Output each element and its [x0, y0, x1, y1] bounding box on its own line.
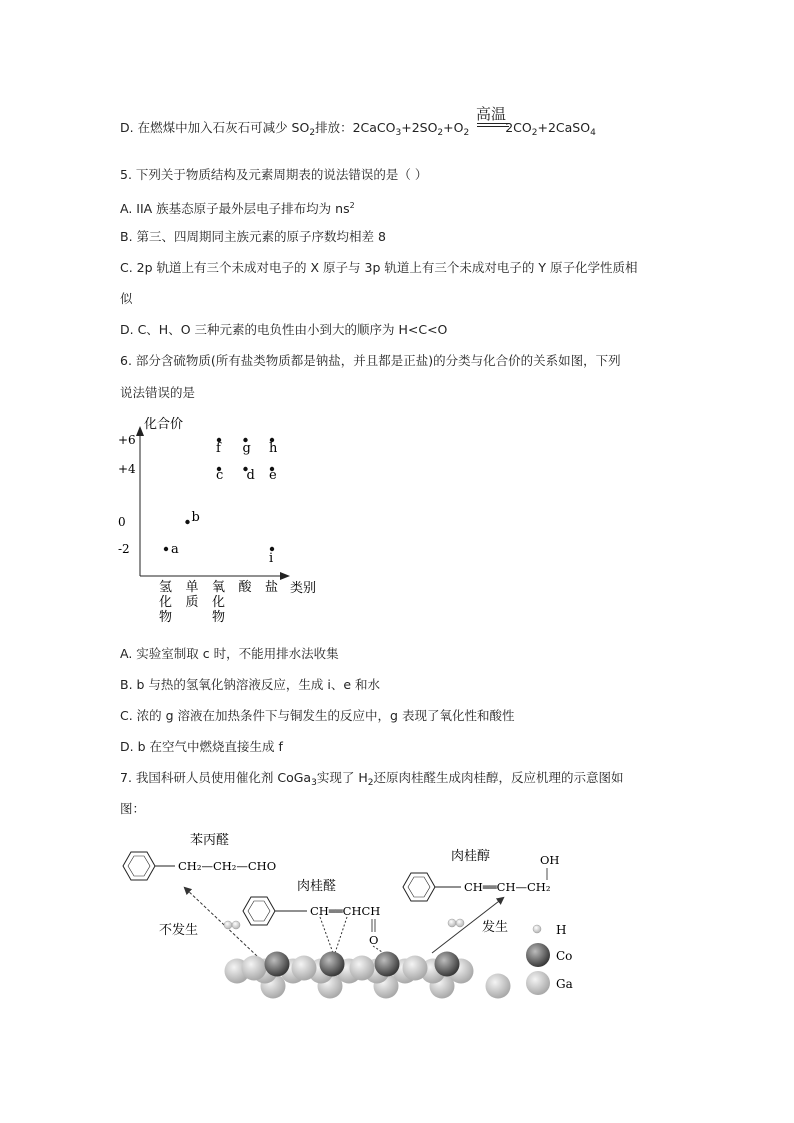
q4d-sub2b: 2: [463, 128, 470, 138]
q4d-sub3: 3: [395, 128, 402, 138]
y-tick-label: -2: [118, 542, 130, 556]
legend-ga-marker: [526, 971, 550, 995]
equals-line-top: [477, 123, 509, 124]
cinnamaldehyde-name: 肉桂醛: [297, 879, 337, 894]
point-label-b: b: [191, 510, 200, 525]
ga-atom: [403, 956, 428, 981]
x-category-label: 单: [185, 580, 199, 595]
q7-sub2: 2: [367, 778, 374, 788]
x-category-label: 物: [212, 610, 226, 625]
q5-stem: 5. 下列关于物质结构及元素周期表的说法错误的是（ ）: [120, 167, 428, 182]
q6-stem-line2: 说法错误的是: [120, 385, 196, 400]
catalyst-surface: [225, 952, 511, 999]
legend-co-marker: [526, 943, 550, 967]
valence-category-chart: [110, 410, 350, 630]
point-label-h: h: [269, 441, 278, 456]
q4-option-d: [120, 120, 596, 141]
benzenepropanal-chain: CH₂—CH₂—CHO: [178, 859, 277, 873]
point-label-e: e: [269, 468, 277, 483]
occur-label: 发生: [482, 920, 509, 935]
legend: [526, 923, 573, 995]
equals-line-bottom: [477, 126, 509, 127]
q4d-plus1: +2SO: [401, 120, 438, 135]
x-category-label: 酸: [238, 580, 252, 595]
not-occur-label: 不发生: [159, 923, 199, 938]
h2-molecule-right: [448, 919, 464, 927]
benzenepropanal-name: 苯丙醛: [190, 833, 230, 848]
ga-atom: [350, 956, 375, 981]
q7-stem-line1: [120, 770, 623, 791]
point-label-c: c: [216, 468, 224, 483]
q7-stem-a: 7. 我国科研人员使用催化剂 CoGa: [120, 770, 312, 785]
x-category-label: 物: [159, 610, 173, 625]
q6-option-c: C. 浓的 g 溶液在加热条件下与铜发生的反应中，g 表现了氧化性和酸性: [120, 708, 515, 723]
legend-ga-label: Ga: [556, 977, 573, 991]
point-label-a: a: [171, 542, 179, 557]
q7-stem-b: 实现了 H: [316, 770, 368, 785]
mechanism-diagram: [115, 828, 595, 1008]
q5a-text: A. IIA 族基态原子最外层电子排布均为 ns: [120, 201, 350, 217]
benzene-ring-1: [123, 852, 155, 880]
q5-option-b: B. 第三、四周期同主族元素的原子序数均相差 8: [120, 229, 386, 244]
q4d-prod2: +2CaSO: [537, 120, 591, 135]
x-category-label: 化: [212, 595, 226, 610]
q4d-sub: 2: [309, 128, 316, 138]
q4d-plus2: +O: [443, 120, 464, 135]
q7-stem-line2: 图：: [120, 801, 146, 816]
co-atom: [265, 952, 290, 977]
q6-stem-line1: 6. 部分含硫物质(所有盐类物质都是钠盐，并且都是正盐)的分类与化合价的关系如图，下列: [120, 353, 621, 368]
q5-option-a: [120, 198, 355, 217]
ga-atom: [292, 956, 317, 981]
x-category-label: 盐: [265, 580, 279, 595]
point-label-i: i: [269, 551, 274, 566]
x-axis-arrow: [280, 572, 290, 580]
co-atom: [320, 952, 345, 977]
y-tick-label: +6: [118, 433, 136, 447]
point-label-f: f: [216, 441, 221, 456]
q4d-sub2c: 2: [531, 128, 538, 138]
q5a-sup: 2: [349, 201, 355, 210]
data-point-a: [164, 547, 168, 551]
ga-atom: [242, 956, 267, 981]
y-tick-label: 0: [118, 515, 126, 529]
y-axis-label: 化合价: [144, 417, 184, 432]
point-label-d: d: [246, 468, 255, 483]
x-category-label: 氢: [159, 580, 173, 595]
reaction-condition: 高温: [476, 105, 507, 123]
q6-option-b: B. b 与热的氢氧化钠溶液反应，生成 i、e 和水: [120, 677, 381, 692]
benzene-ring-2: [243, 897, 275, 925]
ga-atom: [486, 974, 511, 999]
cinnamyl-alcohol-name: 肉桂醇: [451, 849, 491, 864]
point-label-g: g: [242, 441, 251, 456]
co-atom: [435, 952, 460, 977]
data-point-b: [185, 520, 189, 524]
x-category-label: 质: [185, 595, 199, 610]
cinnamaldehyde-oxygen: O: [369, 933, 379, 947]
q4d-prod1: 2CO: [505, 120, 532, 135]
q5-option-d: D. C、H、O 三种元素的电负性由小到大的顺序为 H<C<O: [120, 322, 448, 337]
q5-option-c-line2: 似: [120, 291, 133, 306]
q4d-prefix: D. 在燃煤中加入石灰石可减少 SO: [120, 120, 310, 135]
q6-option-a: A. 实验室制取 c 时，不能用排水法收集: [120, 646, 339, 661]
q4d-mid: 排放：2CaCO: [315, 120, 396, 135]
q7-stem-c: 还原肉桂醛生成肉桂醇，反应机理的示意图如: [373, 770, 624, 785]
legend-h-marker: [533, 925, 541, 933]
not-occur-arrow: [185, 888, 257, 956]
co-atom: [375, 952, 400, 977]
cinnamyl-alcohol-oh: OH: [540, 853, 560, 867]
adsorb-line-2: [335, 917, 347, 953]
adsorb-line-1: [320, 917, 333, 953]
y-axis-arrow: [136, 426, 144, 436]
q6-option-d: D. b 在空气中燃烧直接生成 f: [120, 739, 283, 754]
x-axis-label: 类别: [290, 581, 317, 596]
legend-co-label: Co: [556, 949, 573, 963]
q4d-sub2a: 2: [437, 128, 444, 138]
q7-sub3: 3: [311, 778, 317, 788]
y-tick-label: +4: [118, 462, 136, 476]
cinnamyl-alcohol-chain: CH══CH—CH₂: [464, 880, 551, 894]
legend-h-label: H: [556, 923, 567, 937]
benzene-ring-3: [403, 873, 435, 901]
q4d-sub4: 4: [590, 128, 596, 138]
h2-molecule-left: [224, 921, 240, 929]
x-category-label: 化: [159, 595, 173, 610]
cinnamaldehyde-chain: CH══CHCH: [310, 904, 381, 918]
q5-option-c-line1: C. 2p 轨道上有三个未成对电子的 X 原子与 3p 轨道上有三个未成对电子的 Y 原子化学性质相: [120, 260, 638, 275]
x-category-label: 氧: [212, 580, 226, 595]
